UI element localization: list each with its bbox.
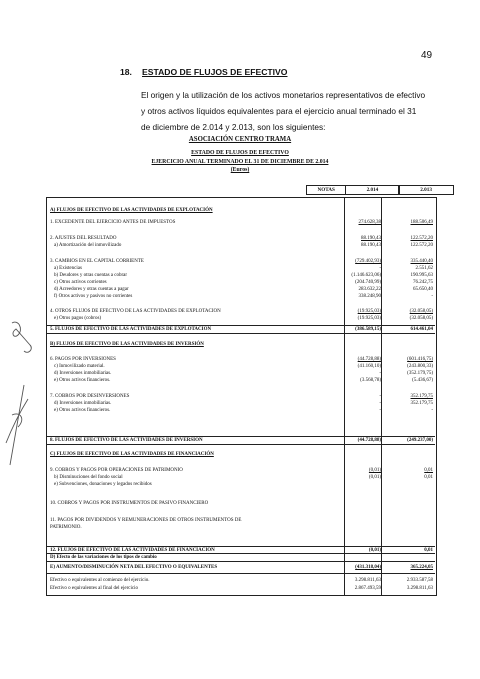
value-2013: 2.933.587,58 [406,578,433,583]
table-row [50,577,435,584]
value-2013: 122.572,20 [410,236,433,241]
table-row [50,265,435,272]
row-label: 2. AJUSTES DEL RESULTADO [50,236,117,241]
intro-line: y otros activos líquidos equivalentes para el ejercicio anual terminado el 31 [141,106,417,116]
statement-title [0,149,480,175]
section-divider [46,333,435,334]
value-2013: 76.242,75 [413,280,433,285]
page-number: 49 [421,50,433,61]
section-divider [46,561,435,562]
row-label: 3. CAMBIOS EN EL CAPITAL CORRIENTE [50,259,144,264]
value-2013: 352.179,75 [410,394,433,399]
row-label: f) Otros activos y pasivos no corrientes [54,294,133,299]
value-2014: (204.740,99) [355,280,381,285]
row-label: e) Otros activos financieros. [54,408,111,413]
row-label: a) Existencias [54,266,82,271]
row-label: 4. OTROS FLUJOS DE EFECTIVO DE LAS ACTIVIDADES DE EXPLOTACION [50,309,221,314]
value-2013: 365.224,05 [410,565,433,570]
table-row [50,585,435,592]
value-2014: - [379,394,381,399]
statement-subtitle-line: EJERCICIO ANUAL TERMINADO EL 31 DE DICIEMBRE DE 2.014 [151,158,329,165]
table-row [50,524,435,531]
table-row [50,286,435,293]
value-2014: - [379,371,381,376]
table-row [50,272,435,279]
row-label: C) FLUJOS DE EFECTIVO DE LAS ACTIVIDADES DE FINANCIACIÓN [50,452,214,457]
row-label: 5. FLUJOS DE EFECTIVO DE LAS ACTIVIDADES DE EXPLOTACION [50,327,212,332]
column-header-notes: NOTAS [306,185,346,195]
row-label: 10. COBROS Y PAGOS POR INSTRUMENTOS DE PASIVO FINANCIERO [50,501,209,506]
value-2014: 283.632,22 [358,287,381,292]
entity-name: ASOCIACIÓN CENTRO TRAMA [188,136,292,143]
section-number: 18. [120,67,132,77]
handwritten-marks [0,315,45,485]
value-2014: (431.318,04) [355,565,381,570]
table-row [50,293,435,300]
value-2014: (44.728,88) [357,438,381,443]
table-row [50,474,435,481]
table-row [50,554,435,561]
row-label: 11. PAGOS POR DIVIDENDOS Y REMUNERACIONES DE OTROS INSTRUMENTOS DE [50,518,242,523]
row-label: 12. FLUJOS DE EFECTIVO DE LAS ACTIVIDADES DE FINANCIACION [50,548,215,553]
row-label: PATRIMONIO. [50,525,82,530]
row-label: d) Inversiones inmobiliarias. [54,401,112,406]
value-2014: (0,01) [368,475,381,480]
row-label: b) Deudores y otras cuentas a cobrar [54,273,128,278]
table-row [50,341,435,348]
row-label: c) Inmovilizado material. [54,364,105,369]
value-2013: 190.995,63 [410,273,433,278]
value-2013: 614.461,04 [410,327,433,332]
intro-line: de diciembre de 2.014 y 2.013, son los siguientes: [141,122,326,132]
table-row [50,235,435,242]
table-row [50,326,435,333]
section-divider [46,444,435,445]
table-row [50,258,435,265]
row-label: 1. EXCEDENTE DEL EJERCICIO ANTES DE IMPUESTOS [50,220,176,225]
table-row [50,437,435,444]
value-2014: - [379,401,381,406]
value-2014: (41.160,10) [357,364,381,369]
value-2014: (19.925,03) [357,316,381,321]
section-heading [120,67,287,77]
value-2013: 0,01 [424,468,433,473]
value-2014: - [379,408,381,413]
value-2014: (44.728,88) [357,357,381,362]
value-2013: 188.506,49 [410,220,433,225]
table-row [50,308,435,315]
intro-paragraph [141,87,437,135]
value-2014: 274.628,38 [358,220,381,225]
row-label: c) Otros activos corrientes [54,280,107,285]
table-row [50,547,435,554]
value-2013: (243.800,33) [407,364,433,369]
table-row [50,393,435,400]
value-2014: (1.146.623,06) [351,273,381,278]
table-row [50,564,435,571]
row-label: 9. COBROS Y PAGOS POR OPERACIONES DE PATRIMONIO [50,468,183,473]
row-label: E) AUMENTO/DISMINUCIÓN NETA DEL EFECTIVO O EQUIVALENTES [50,565,218,570]
row-label: D) Efecto de las variaciones de los tipos de cambio [50,555,157,560]
table-row [50,242,435,249]
table-row [50,467,435,474]
row-label: Efectivo o equivalentes al final del ejercicio [50,586,139,591]
statement-title-line: ESTADO DE FLUJOS DE EFECTIVO [191,150,289,156]
row-label: A) FLUJOS DE EFECTIVO DE LAS ACTIVIDADES DE EXPLOTACIÓN [50,208,213,213]
row-label: 7. COBROS POR DESINVERSIONES [50,394,130,399]
value-2014: 88.190,43 [361,236,381,241]
intro-line: El origen y la utilización de los activos monetarios representativos de efectivo [141,90,426,100]
value-2014: 3.298.811,63 [354,578,381,583]
value-2014: (386.589,15) [355,327,381,332]
value-2013: 65.650,40 [413,287,433,292]
table-row [50,451,435,458]
column-header-2013: 2.013 [399,185,454,195]
table-row [50,356,435,363]
value-2014: 2.867.493,59 [354,586,381,591]
section-divider [46,573,435,574]
value-2014: 88.190,43 [361,243,381,248]
table-row [50,363,435,370]
column-header-row [307,185,454,195]
table-row [50,315,435,322]
row-label: B) FLUJOS DE EFECTIVO DE LAS ACTIVIDADES DE INVERSIÓN [50,342,204,347]
row-label: e) Otros activos financieros. [54,378,111,383]
value-2013: 122.572,20 [410,243,433,248]
row-label: d) Inversiones inmobiliarias. [54,371,112,376]
table-row [50,517,435,524]
table-row [50,279,435,286]
table-row [50,207,435,214]
value-2013: 0,01 [424,475,433,480]
value-2013: 2.551,62 [415,266,433,271]
row-label: Efectivo o equivalentes al comienzo del ejercicio. [50,578,150,583]
table-row [50,377,435,384]
table-row [50,400,435,407]
table-row [50,219,435,226]
row-label: 8. FLUJOS DE EFECTIVO DE LAS ACTIVIDADES DE INVERSION [50,438,203,443]
section-title: ESTADO DE FLUJOS DE EFECTIVO [142,67,288,77]
value-2014: (729.402,93) [355,259,381,264]
table-row [50,370,435,377]
value-2013: - [431,294,433,299]
currency-line: (Euros) [230,167,250,173]
table-row [50,500,435,507]
row-label: d) Acreedores y otras cuentas a pagar [54,287,129,292]
value-2014: (19.925,03) [357,309,381,314]
value-2013: (32.058,05) [409,309,433,314]
row-label: e) Otros pagos (cobros) [54,316,102,321]
column-header-2014: 2.014 [345,185,399,195]
table-row [50,407,435,414]
table-row [50,481,435,488]
value-2014: - [379,266,381,271]
value-2013: 0,01 [424,548,433,553]
value-2013: (249.237,00) [407,438,433,443]
row-label: a) Amortización del inmovilizado [54,243,122,248]
value-2014: (3.568,78) [360,378,381,383]
value-2014: (0,01) [368,468,381,473]
value-2014: (0,01) [368,548,381,553]
value-2014: 338.248,90 [358,294,381,299]
value-2013: 352.179,75 [410,401,433,406]
row-label: 6. PAGOS POR INVERSIONES [50,357,116,362]
value-2013: 335.440,40 [410,259,433,264]
value-2013: (32.058,05) [409,316,433,321]
row-label: b) Disminuciones del fondo social [54,475,123,480]
row-label: e) Subvenciones, donaciones y legados recibidos [54,482,152,487]
value-2013: (5.436,67) [412,378,433,383]
value-2013: - [431,408,433,413]
value-2013: (352.179,75) [407,371,433,376]
value-2013: (601.416,75) [407,357,433,362]
value-2013: 3.298.811,63 [406,586,433,591]
